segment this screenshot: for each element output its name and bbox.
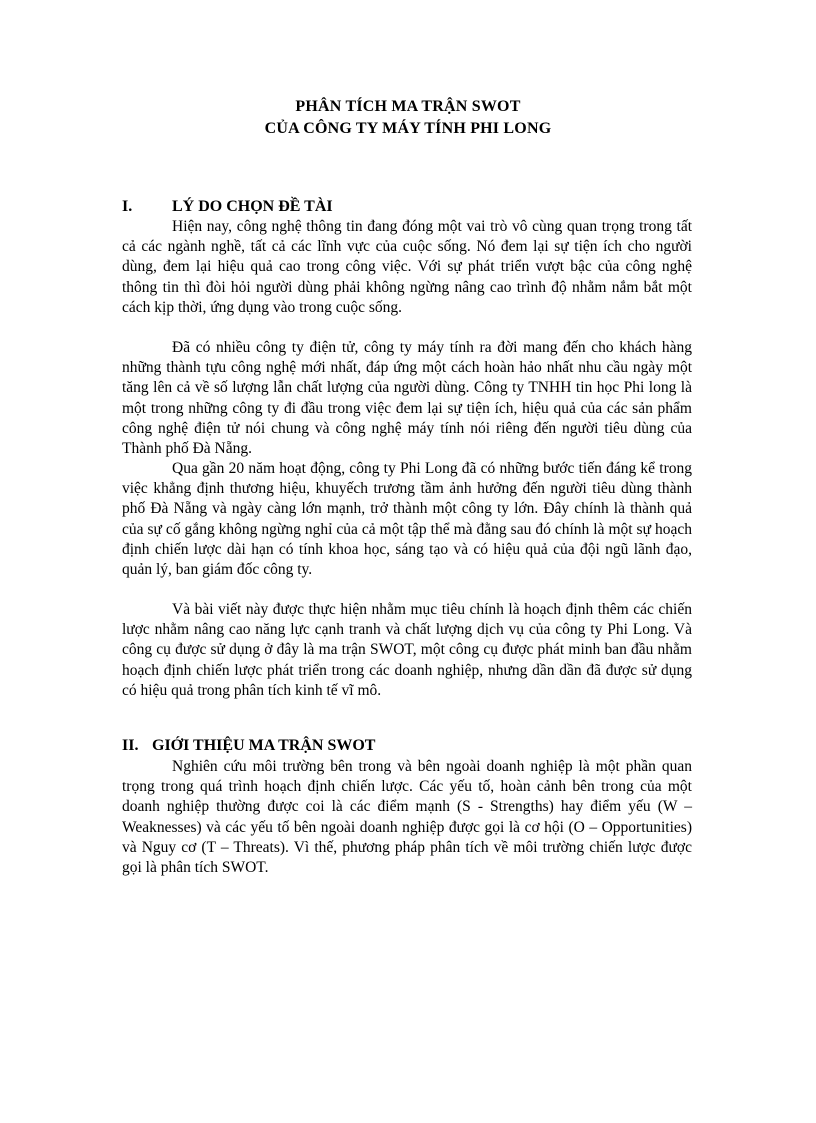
section-title-1: LÝ DO CHỌN ĐỀ TÀI <box>172 198 333 215</box>
section-heading-2 <box>122 735 375 757</box>
section-heading-1 <box>122 196 333 218</box>
section-1-paragraph-4: Và bài viết này được thực hiện nhằm mục tiêu chính là hoạch định thêm các chiến lược nhằm nâng cao năng lực cạnh tranh và chất lượng dịch vụ của công ty Phi Long. Và công cụ được sử dụng ở đây là ma trận SWOT, một công cụ được phát minh ban đầu nhằm hoạch định chiến lược phát triển trong các doanh nghiệp, nhưng dần dần đã được sử dụng có hiệu quả trong phân tích kinh tế vĩ mô. <box>122 601 692 699</box>
section-title-2: GIỚI THIỆU MA TRẬN SWOT <box>152 737 376 754</box>
section-1-paragraph-2: Đã có nhiều công ty điện tử, công ty máy tính ra đời mang đến cho khách hàng những thành tựu công nghệ mới nhất, đáp ứng một cách hoàn hảo nhất nhu cầu ngày một tăng lên cả về số lượng lẫn chất lượng của người dùng. Công ty TNHH tin học Phi long là một trong những công ty đi đầu trong việc đem lại sự tiện ích, hiệu quả của các sản phẩm công nghệ điện tử nói chung và công nghệ máy tính nói riêng đến người tiêu dùng của Thành phố Đà Nẵng. <box>122 339 692 458</box>
section-1-paragraph-1: Hiện nay, công nghệ thông tin đang đóng một vai trò vô cùng quan trọng trong tất cả các ngành nghề, tất cả các lĩnh vực của cuộc sống. Nó đem lại sự tiện ích cho người dùng, đem lại hiệu quả cao trong công việc. Với sự phát triển vượt bậc của công nghệ thông tin thì đòi hỏi người dùng phải không ngừng nâng cao trình độ nhằm nắm bắt một cách kịp thời, ứng dụng vào trong cuộc sống. <box>122 218 692 316</box>
section-number-1: I. <box>122 198 133 215</box>
section-1-paragraph-3: Qua gần 20 năm hoạt động, công ty Phi Long đã có những bước tiến đáng kể trong việc khẳng định thương hiệu, khuyếch trương tầm ảnh hưởng đến người tiêu dùng thành phố Đà Nẵng và ngày càng lớn mạnh, trở thành một công ty lớn. Đây chính là thành quả của sự cố gắng không ngừng nghỉ của cả một tập thể mà đằng sau đó chính là một sự hoạch định chiến lược dài hạn có tính khoa học, sáng tạo và có hiệu quả của đội ngũ lãnh đạo, quản lý, ban giám đốc công ty. <box>122 460 692 579</box>
section-number-2: II. <box>122 737 139 754</box>
document-title-line-1: PHÂN TÍCH MA TRẬN SWOT <box>295 98 521 115</box>
document-title-line-2: CỦA CÔNG TY MÁY TÍNH PHI LONG <box>264 120 552 137</box>
section-2-paragraph-1: Nghiên cứu môi trường bên trong và bên ngoài doanh nghiệp là một phần quan trọng trong quá trình hoạch định chiến lược. Các yếu tố, hoàn cảnh bên trong của một doanh nghiệp thường được coi là các điểm mạnh (S - Strengths) hay điểm yếu (W – Weaknesses) và các yếu tố bên ngoài doanh nghiệp được gọi là cơ hội (O – Opportunities) và Nguy cơ (T – Threats). Vì thế, phương pháp phân tích về môi trường chiến lược được gọi là phân tích SWOT. <box>122 758 692 877</box>
